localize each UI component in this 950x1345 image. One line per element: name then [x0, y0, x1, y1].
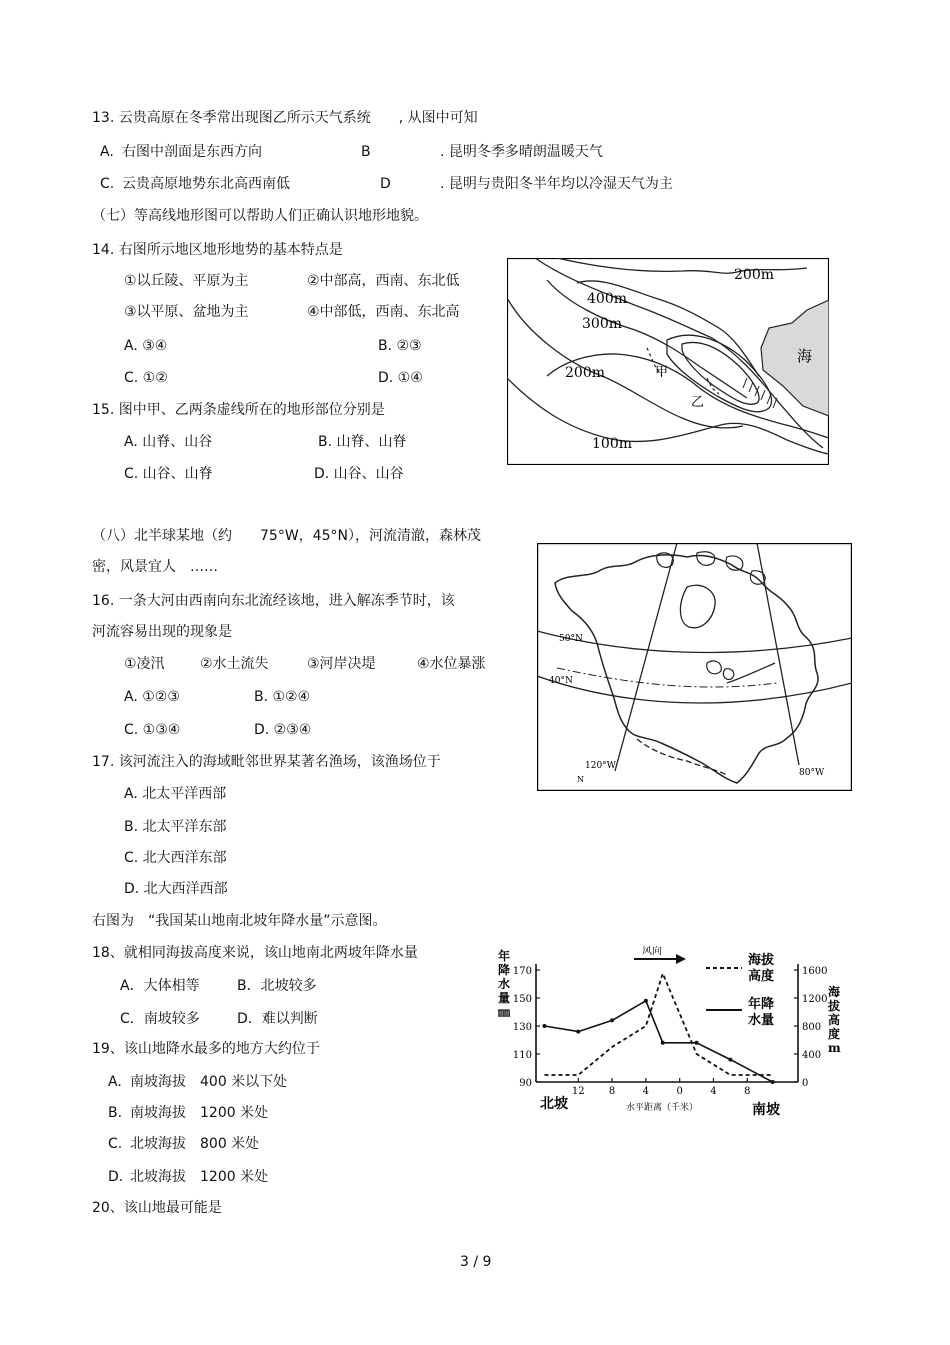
- precipitation-point: [695, 1041, 699, 1045]
- q13-option-d-letter: D: [380, 176, 391, 192]
- contour-map: [507, 258, 829, 465]
- x-tick-label: 4: [710, 1086, 717, 1097]
- q16-statement-4: ④水位暴涨: [417, 656, 486, 672]
- q16-option-a: A. ①②③: [124, 689, 180, 705]
- q19-option-d: 北坡海拔 1200 米处: [130, 1169, 269, 1185]
- q17-option-a: A. 北太平洋西部: [124, 786, 227, 802]
- y-left-title-char: 年: [498, 949, 511, 963]
- q14-option-d: D. ①④: [378, 370, 423, 386]
- x-tick-label: 12: [571, 1086, 585, 1097]
- y-right-tick-label: 0: [802, 1078, 809, 1089]
- y-right-tick-label: 400: [802, 1050, 822, 1061]
- label-jia: 甲: [655, 365, 669, 380]
- q17-option-c: C. 北大西洋东部: [124, 850, 227, 866]
- q16-statement-2: ②水土流失: [200, 656, 269, 672]
- q17-stem: 17. 该河流注入的海域毗邻世界某著名渔场，该渔场位于: [92, 754, 441, 770]
- q16-statement-3: ③河岸决堤: [307, 656, 376, 672]
- q13-option-a: 右图中剖面是东西方向: [122, 144, 262, 160]
- q19-stem: 19、该山地降水最多的地方大约位于: [92, 1041, 320, 1057]
- south-slope-label: 南坡: [752, 1102, 780, 1118]
- precipitation-point: [644, 999, 648, 1003]
- q15-option-b: B. 山脊、山脊: [318, 434, 407, 450]
- label-yi: 乙: [691, 395, 705, 410]
- label-40n: 40°N: [549, 676, 573, 686]
- q15-stem: 15. 图中甲、乙两条虚线所在的地形部位分别是: [92, 402, 385, 418]
- q16-statement-1: ①凌汛: [124, 656, 165, 672]
- north-slope-label: 北坡: [540, 1096, 568, 1112]
- precipitation-point: [610, 1018, 614, 1022]
- q13-option-c-letter: C.: [100, 176, 115, 192]
- precipitation-point: [576, 1030, 580, 1034]
- q19-option-b: 南坡海拔 1200 米处: [130, 1105, 269, 1121]
- section-8-line-2: 密，风景宜人 ……: [92, 559, 218, 575]
- y-right-title-char: 度: [828, 1027, 841, 1041]
- precipitation-point: [771, 1080, 775, 1084]
- x-tick-label: 4: [642, 1086, 650, 1097]
- q17-option-b: B. 北太平洋东部: [124, 819, 227, 835]
- y-left-title-char: 水: [498, 977, 511, 991]
- q18-option-b: B．北坡较多: [237, 978, 317, 994]
- wind-arrow-head: [676, 954, 686, 964]
- q13-option-a-letter: A.: [100, 144, 114, 160]
- q19-option-a: 南坡海拔 400 米以下处: [130, 1074, 288, 1090]
- q14-statement-4: ④中部低，西南、东北高: [307, 304, 460, 320]
- q13-stem: 13. 云贵高原在冬季常出现图乙所示天气系统 , 从图中可知: [92, 110, 478, 126]
- label-200m-bottom: 200m: [565, 365, 605, 381]
- q14-option-b: B. ②③: [378, 338, 422, 354]
- y-right-title-char: 拔: [828, 999, 841, 1013]
- q18-option-d: D．难以判断: [237, 1011, 318, 1027]
- label-n: N: [577, 775, 584, 784]
- label-120w: 120°W: [585, 761, 616, 771]
- precipitation-chart: [490, 946, 846, 1120]
- q14-statement-3: ③以平原、盆地为主: [124, 304, 249, 320]
- q14-option-c: C. ①②: [124, 370, 168, 386]
- q17-option-d: D. 北大西洋西部: [124, 881, 228, 897]
- precipitation-line: [545, 1001, 773, 1082]
- precipitation-point: [661, 1041, 665, 1045]
- label-50n: 50°N: [559, 634, 583, 644]
- q14-statement-2: ②中部高，西南、东北低: [307, 273, 460, 289]
- q18-option-c: C．南坡较多: [120, 1011, 200, 1027]
- x-tick-label: 8: [608, 1086, 616, 1097]
- x-tick-label: 8: [744, 1086, 751, 1097]
- y-left-tick-label: 90: [519, 1078, 532, 1089]
- y-right-tick-label: 1200: [802, 994, 828, 1005]
- q16-option-b: B. ①②④: [254, 689, 311, 705]
- q13-option-d: . 昆明与贵阳冬半年均以冷湿天气为主: [440, 176, 673, 192]
- page-number: 3 / 9: [460, 1254, 492, 1270]
- q19-option-b-letter: B.: [108, 1105, 123, 1121]
- q15-option-c: C. 山谷、山脊: [124, 466, 213, 482]
- x-axis-title: 水平距离（千米）: [626, 1103, 699, 1113]
- q16-option-c: C. ①③④: [124, 722, 181, 738]
- precipitation-point: [728, 1058, 732, 1062]
- label-100m: 100m: [592, 436, 632, 452]
- elevation-line: [545, 974, 773, 1076]
- q13-option-b-letter: B: [361, 144, 371, 160]
- legend-precip-1: 年降: [748, 997, 775, 1012]
- label-200m-top: 200m: [734, 267, 774, 283]
- y-left-title-char: 量: [498, 991, 511, 1005]
- label-400m: 400m: [587, 291, 627, 307]
- y-right-title-char: m: [828, 1041, 841, 1055]
- y-right-title-char: 海: [828, 985, 841, 999]
- q14-stem: 14. 右图所示地区地形地势的基本特点是: [92, 242, 343, 258]
- y-left-title-char: ㎜: [498, 1005, 511, 1019]
- q14-statement-1: ①以丘陵、平原为主: [124, 273, 249, 289]
- legend-precip-2: 水量: [748, 1013, 775, 1028]
- y-left-title-char: 降: [498, 963, 511, 977]
- legend-elevation-2: 高度: [748, 969, 775, 984]
- legend-elevation-1: 海拔: [748, 953, 775, 968]
- y-left-tick-label: 170: [512, 966, 532, 977]
- q15-option-d: D. 山谷、山谷: [314, 466, 404, 482]
- wind-label: 风向: [642, 946, 662, 957]
- y-left-tick-label: 150: [512, 994, 532, 1005]
- q18-stem: 18、就相同海拔高度来说，该山地南北两坡年降水量: [92, 945, 418, 961]
- q14-option-a: A. ③④: [124, 338, 168, 354]
- q15-option-a: A. 山脊、山谷: [124, 434, 213, 450]
- q19-option-c-letter: C.: [108, 1136, 123, 1152]
- label-300m: 300m: [582, 316, 622, 332]
- label-sea: 海: [797, 347, 813, 365]
- y-right-tick-label: 800: [802, 1022, 822, 1033]
- y-right-tick-label: 1600: [802, 966, 828, 977]
- q19-option-d-letter: D.: [108, 1169, 124, 1185]
- q19-option-c: 北坡海拔 800 米处: [130, 1136, 260, 1152]
- north-america-map: [537, 543, 852, 791]
- q16-stem-line-2: 河流容易出现的现象是: [92, 624, 232, 640]
- q20-stem: 20、该山地最可能是: [92, 1200, 222, 1216]
- y-left-tick-label: 130: [512, 1022, 532, 1033]
- section-7-heading: （七）等高线地形图可以帮助人们正确认识地形地貌。: [92, 208, 428, 224]
- section-8-line-1: （八）北半球某地（约 75°W，45°N），河流清澈，森林茂: [92, 528, 481, 544]
- q13-option-b: . 昆明冬季多晴朗温暖天气: [440, 144, 603, 160]
- x-tick-label: 0: [676, 1086, 683, 1097]
- precipitation-point: [542, 1024, 546, 1028]
- q13-option-c: 云贵高原地势东北高西南低: [122, 176, 290, 192]
- q18-option-a: A．大体相等: [120, 978, 200, 994]
- y-right-title-char: 高: [828, 1013, 841, 1027]
- y-left-tick-label: 110: [512, 1050, 532, 1061]
- q19-option-a-letter: A.: [108, 1074, 122, 1090]
- q16-option-d: D. ②③④: [254, 722, 312, 738]
- q16-stem-line-1: 16. 一条大河由西南向东北流经该地，进入解冻季节时，该: [92, 593, 455, 609]
- label-80w: 80°W: [799, 768, 825, 778]
- chart-intro: 右图为 “我国某山地南北坡年降水量”示意图。: [92, 913, 387, 929]
